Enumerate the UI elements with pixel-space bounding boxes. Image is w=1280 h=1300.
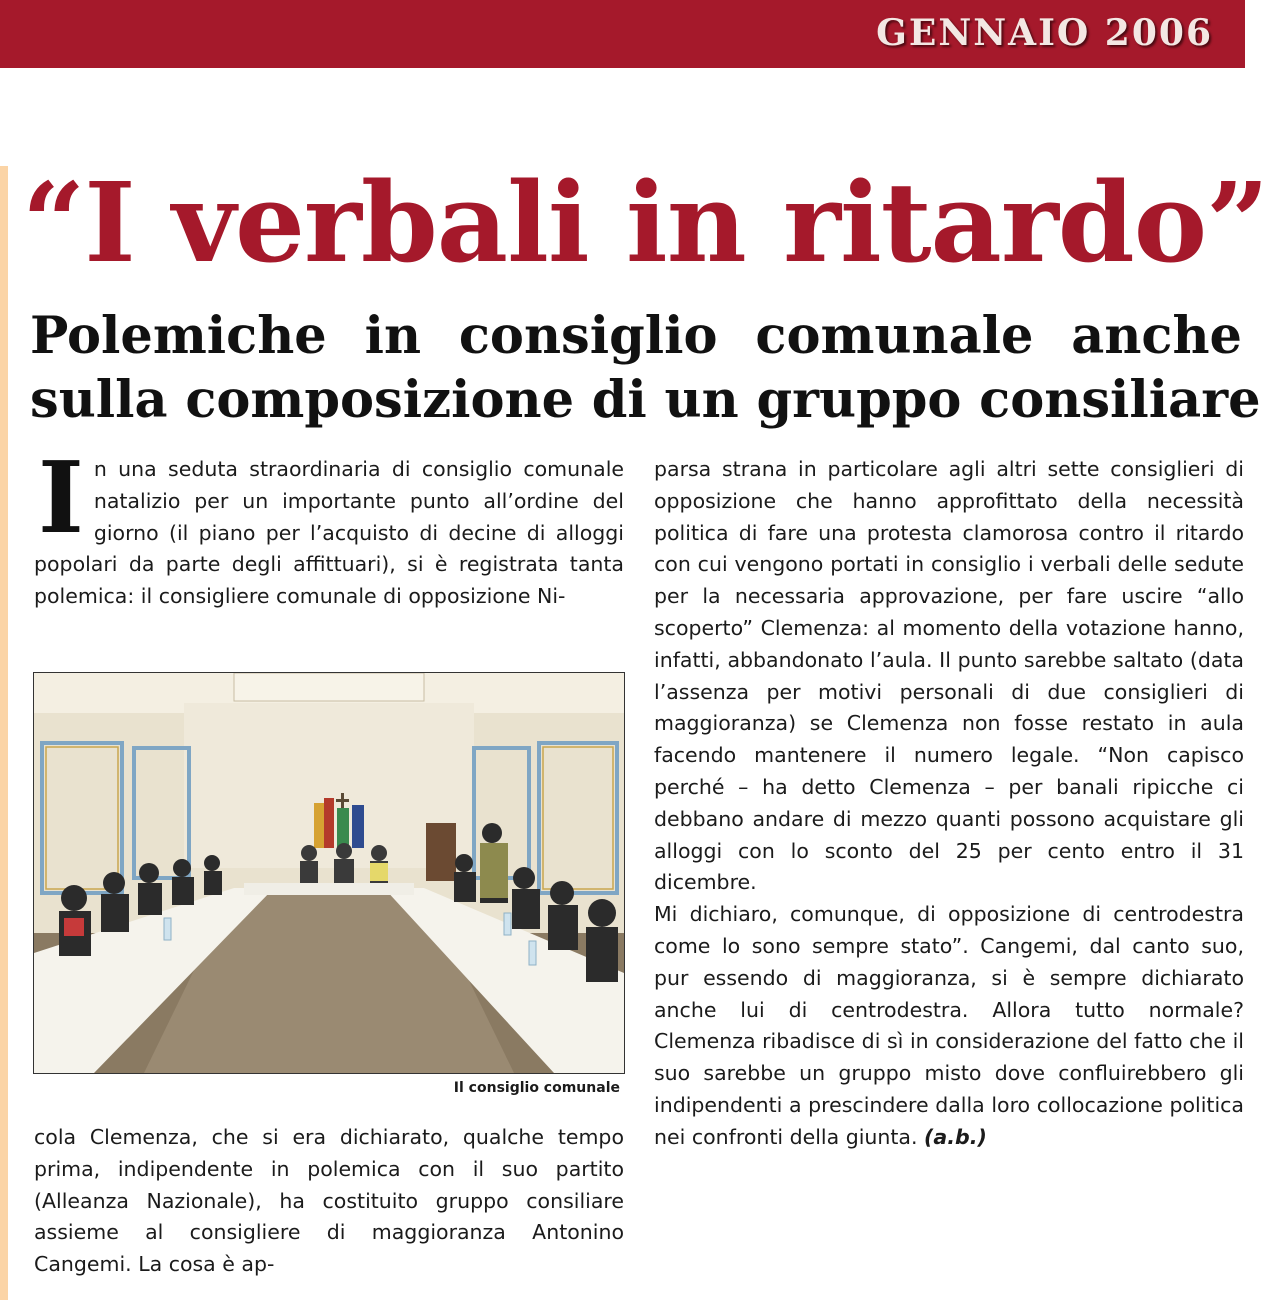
decorative-side-bar: [0, 166, 8, 1300]
article-column-2: [654, 454, 1244, 1154]
article-column-1: [34, 441, 624, 613]
column-1-continued-text: cola Clemenza, che si era dichiarato, qualche tempo prima, indipendente in polemica con il suo partito (Alleanza Nazionale), ha costituito gruppo consiliare assieme al consigliere di maggioranza Antonino Cangemi. La cosa è ap-: [34, 1125, 624, 1277]
article-subheadline: [30, 304, 1261, 432]
column-2-paragraph-2: [654, 899, 1244, 1153]
subhead-line-2: sulla composizione di un gruppo consiliare: [30, 370, 1261, 430]
drop-cap: I: [38, 441, 84, 556]
council-meeting-photo: [33, 672, 625, 1074]
column-1-text: n una seduta straordinaria di consiglio comunale natalizio per un importante punto all’ordine del giorno (il piano per l’acquisto di decine di alloggi popolari da parte degli affittuari), si è registrata tanta polemica: il consigliere comunale di opposizione Ni-: [34, 457, 624, 609]
subhead-line-1: Polemiche in consiglio comunale anche: [30, 306, 1242, 366]
photo-caption: Il consiglio comunale: [453, 1080, 620, 1096]
author-signature: (a.b.): [924, 1124, 987, 1149]
column-2-paragraph-2-text: Mi dichiaro, comunque, di opposizione di centrodestra come lo sono sempre stato”. Cangemi, dal canto suo, pur essendo di maggioranza, si è sempre dichiarato anche lui di centrodestra. Allora tutto normale? Clemenza ribadisce di sì in considerazione del fatto che il suo sarebbe un gruppo misto dove confluirebbero gli indipendenti a prescindere dalla loro collocazione politica nei confronti della giunta.: [654, 902, 1244, 1149]
issue-date: GENNAIO 2006: [876, 12, 1213, 54]
column-2-paragraph-1: parsa strana in particolare agli altri sette consiglieri di opposizione che hanno approfittato della necessità politica di fare una protesta clamorosa contro il ritardo con cui vengono portati in consiglio i verbali delle sedute per la necessaria approvazione, per fare uscire “allo scoperto” Clemenza: al momento della votazione hanno, infatti, abbandonato l’aula. Il punto sarebbe saltato (data l’assenza per motivi personali di due consiglieri di maggioranza) se Clemenza non fosse restato in aula facendo mantenere il numero legale. “Non capisco perché – ha detto Clemenza – per banali ripicche ci debbano andare di mezzo quanti possono acquistare gli alloggi con lo sconto del 25 per cento entro il 31 dicembre.: [654, 457, 1244, 895]
date-banner: [0, 0, 1245, 68]
article-headline: “I verbali in ritardo”: [22, 158, 1269, 287]
article-column-1-continued: [34, 1122, 624, 1281]
